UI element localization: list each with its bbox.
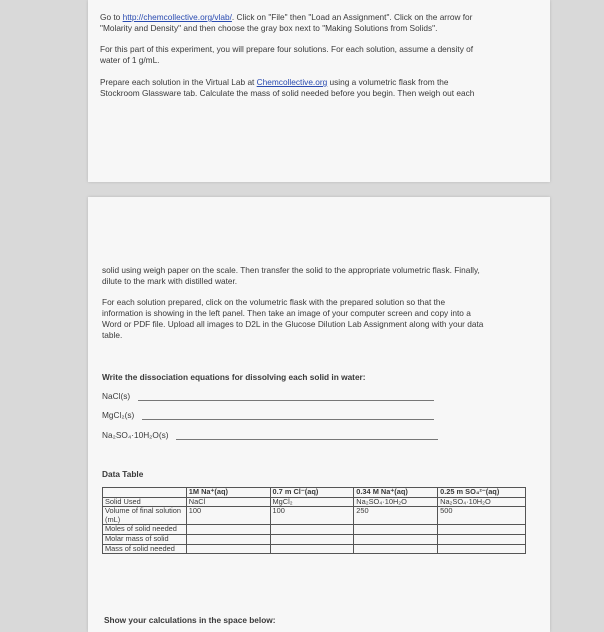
prepare-line-2: Stockroom Glassware tab. Calculate the mass of solid needed before you begin. Then weigh out each	[100, 88, 475, 98]
chemcollective-vlab-link[interactable]: http://chemcollective.org/vlab/	[122, 12, 232, 22]
column-header: 1M Na⁺(aq)	[186, 488, 270, 498]
calculations-heading: Show your calculations in the space below:	[104, 615, 276, 625]
prepare-line-1	[100, 77, 449, 88]
instruction-text: . Click on "File" then "Load an Assignment". Click on the arrow for	[231, 12, 473, 22]
instruction-line-1	[100, 12, 472, 23]
row-label: Moles of solid needed	[103, 525, 187, 535]
equation-nacl-line	[138, 400, 434, 401]
density-note-line-1: For this part of this experiment, you will prepare four solutions. For each solution, assume a density of	[100, 44, 474, 54]
table-cell[interactable]	[270, 525, 354, 535]
table-header-row	[103, 488, 526, 498]
table-cell[interactable]: 500	[438, 507, 526, 525]
table-cell[interactable]: 100	[270, 507, 354, 525]
equation-mgcl2-line	[142, 419, 434, 420]
table-cell[interactable]	[354, 525, 438, 535]
density-note-line-2: water of 1 g/mL.	[100, 55, 160, 65]
equation-na2so4-label: Na₂SO₄·10H₂O(s)	[102, 430, 169, 440]
instruction-text: Go to	[100, 12, 123, 22]
document-page-1	[88, 0, 550, 182]
row-label: Molar mass of solid	[103, 534, 187, 544]
dissociation-heading: Write the dissociation equations for dissolving each solid in water:	[102, 372, 366, 382]
table-cell[interactable]	[186, 534, 270, 544]
table-cell[interactable]: Na₂SO₄·10H₂O	[438, 497, 526, 507]
upload-instructions-line-3: Word or PDF file. Upload all images to D2L in the Glucose Dilution Lab Assignment along with your data	[102, 319, 484, 329]
prepare-text: Prepare each solution in the Virtual Lab at	[100, 77, 257, 87]
table-corner-cell	[103, 488, 187, 498]
instruction-line-2: "Molarity and Density" and then choose the gray box next to "Making Solutions from Solids".	[100, 23, 438, 33]
upload-instructions-line-2: information is showing in the left panel. Then take an image of your computer screen and copy into a	[102, 308, 471, 318]
column-header: 0.25 m SO₄²⁻(aq)	[438, 488, 526, 498]
table-cell[interactable]	[270, 534, 354, 544]
table-row	[103, 544, 526, 554]
chemcollective-link[interactable]: Chemcollective.org	[256, 77, 328, 87]
data-table-heading: Data Table	[102, 469, 144, 479]
table-cell[interactable]	[438, 544, 526, 554]
equation-nacl-label: NaCl(s)	[102, 391, 131, 401]
table-row	[103, 507, 526, 525]
table-row	[103, 534, 526, 544]
table-cell[interactable]	[270, 544, 354, 554]
equation-mgcl2-label: MgCl₂(s)	[102, 410, 135, 420]
table-cell[interactable]: Na₂SO₄·10H₂O	[354, 497, 438, 507]
continued-line-1: solid using weigh paper on the scale. Then transfer the solid to the appropriate volumetric flask. Finally,	[102, 265, 480, 275]
table-cell[interactable]	[186, 544, 270, 554]
row-label: Solid Used	[103, 497, 187, 507]
equation-na2so4-line	[176, 439, 438, 440]
continued-line-2: dilute to the mark with distilled water.	[102, 276, 238, 286]
row-label: Volume of final solution (mL)	[103, 507, 187, 525]
prepare-text: using a volumetric flask from the	[327, 77, 449, 87]
table-cell[interactable]	[354, 544, 438, 554]
table-cell[interactable]: MgCl₂	[270, 497, 354, 507]
upload-instructions-line-1: For each solution prepared, click on the volumetric flask with the prepared solution so that the	[102, 297, 446, 307]
table-cell[interactable]: 100	[186, 507, 270, 525]
data-table	[102, 487, 526, 554]
table-cell[interactable]	[186, 525, 270, 535]
table-cell[interactable]	[438, 525, 526, 535]
table-cell[interactable]: 250	[354, 507, 438, 525]
row-label: Mass of solid needed	[103, 544, 187, 554]
table-cell[interactable]	[354, 534, 438, 544]
table-cell[interactable]: NaCl	[186, 497, 270, 507]
document-page-2	[88, 197, 550, 632]
table-cell[interactable]	[438, 534, 526, 544]
column-header: 0.34 M Na⁺(aq)	[354, 488, 438, 498]
upload-instructions-line-4: table.	[102, 330, 123, 340]
column-header: 0.7 m Cl⁻(aq)	[270, 488, 354, 498]
